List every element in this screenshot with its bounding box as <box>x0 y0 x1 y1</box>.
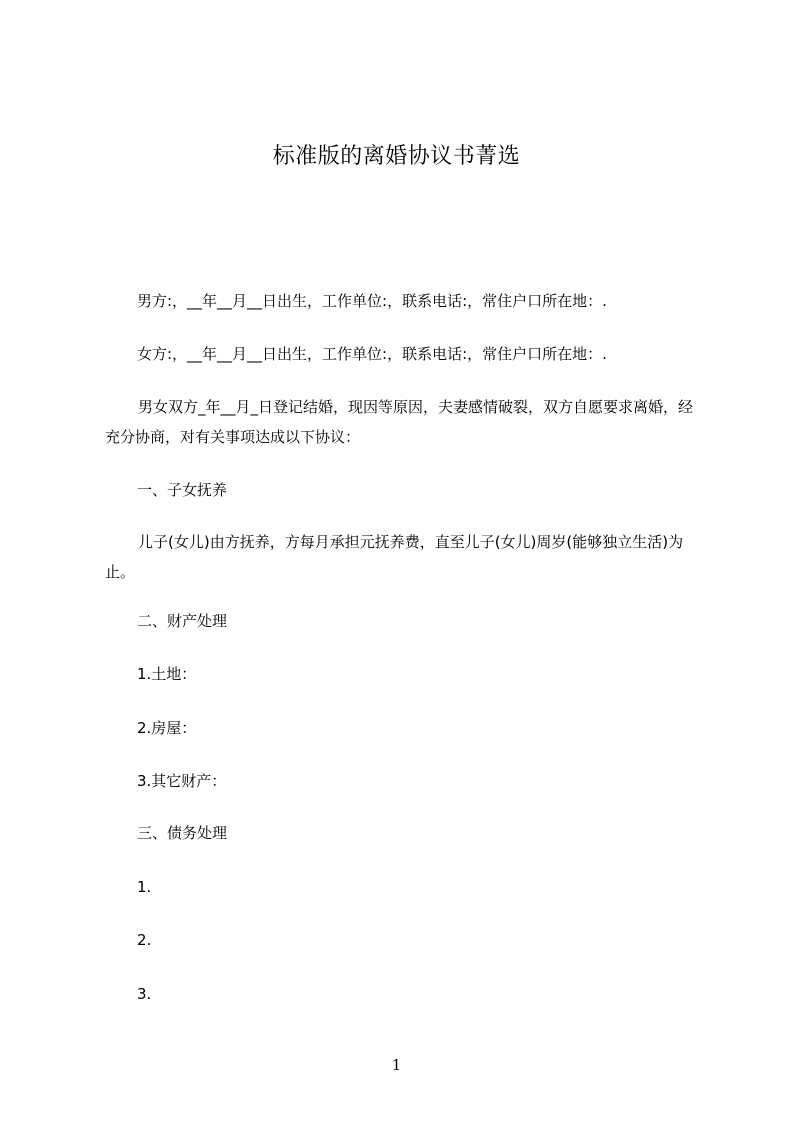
section-heading-child-custody: 一、子女抚养 <box>137 481 228 499</box>
section-heading-debt: 三、债务处理 <box>137 824 228 842</box>
debt-item-3: 3. <box>137 985 152 1003</box>
debt-item-2: 2. <box>137 931 152 949</box>
debt-item-1: 1. <box>137 878 152 896</box>
property-item-house: 2.房屋： <box>137 719 197 737</box>
intro-paragraph: 男女双方_年__月_日登记结婚，现因等原因，夫妻感情破裂，双方自愿要求离婚，经充分协商，对有关事项达成以下协议： <box>105 398 694 446</box>
wife-info: 女方:，__年__月__日出生，工作单位:，联系电话:，常住户口所在地：. <box>137 345 607 363</box>
child-custody-paragraph: 儿子(女儿)由方抚养，方每月承担元抚养费，直至儿子(女儿)周岁(能够独立生活)为止。 <box>105 533 684 581</box>
document-title: 标准版的离婚协议书菁选 <box>272 144 521 169</box>
section-heading-property: 二、财产处理 <box>137 612 228 630</box>
husband-info: 男方:，__年__月__日出生，工作单位:，联系电话:，常住户口所在地：. <box>137 292 607 310</box>
property-item-other: 3.其它财产： <box>137 772 227 790</box>
page-number: 1 <box>391 1056 402 1074</box>
property-item-land: 1.土地： <box>137 665 197 683</box>
